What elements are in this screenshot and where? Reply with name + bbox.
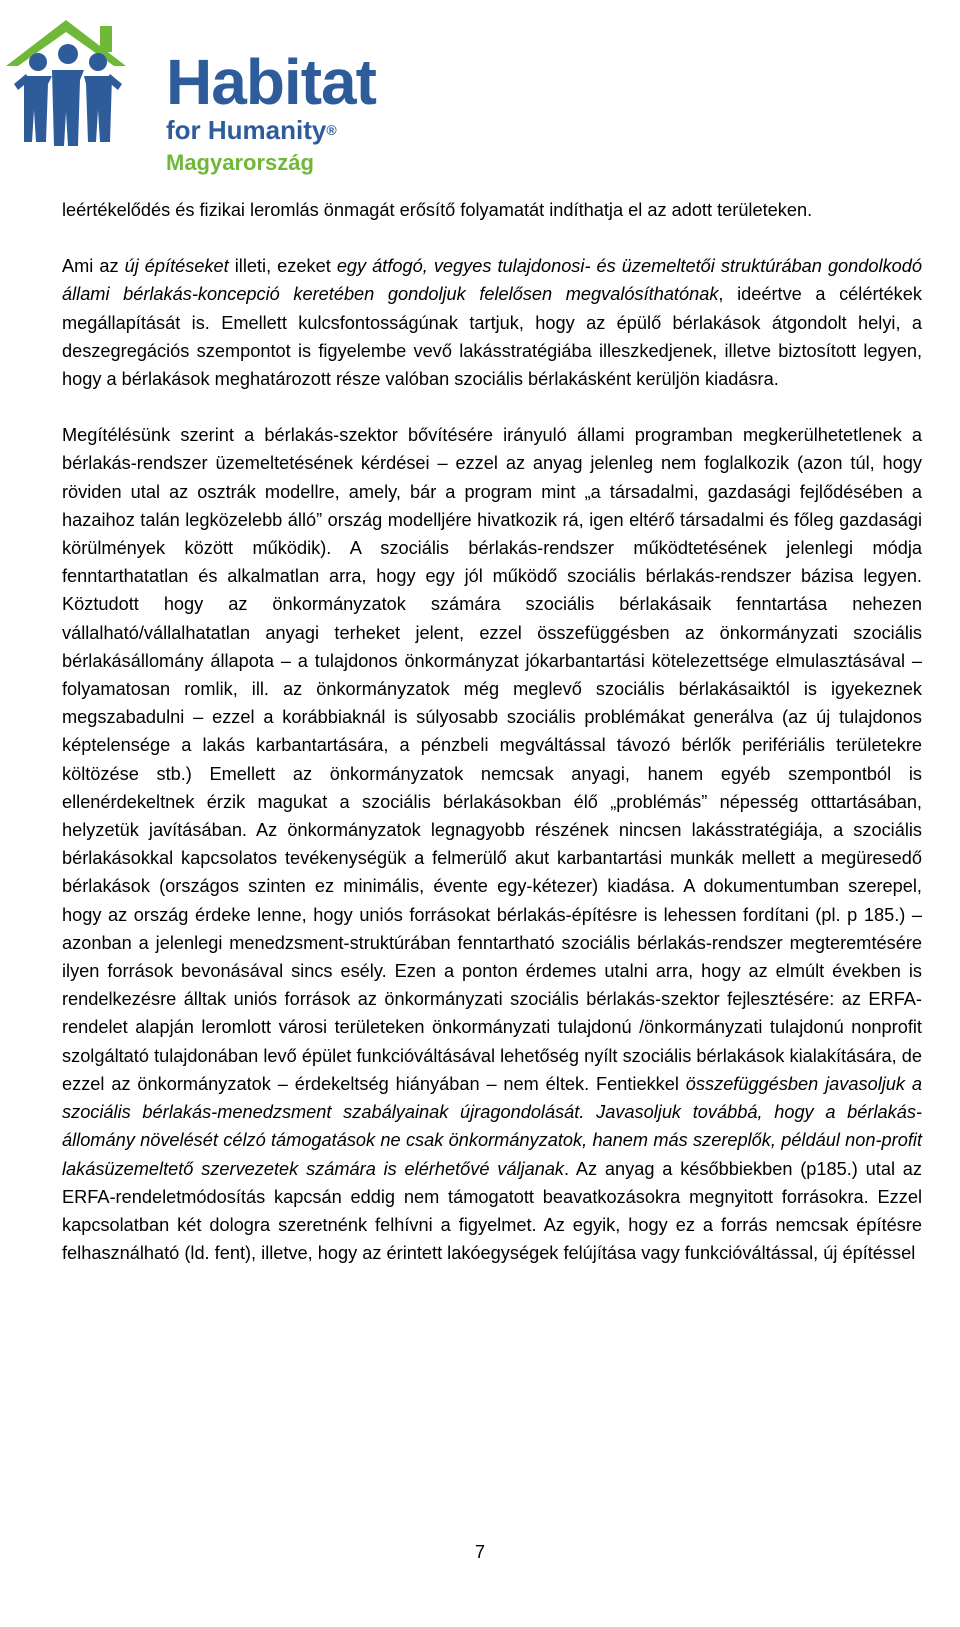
- registered-mark: ®: [326, 122, 337, 138]
- logo-wordmark: Habitat: [166, 46, 376, 118]
- text-run: leértékelődés és fizikai leromlás önmagát erősítő folyamatát indíthatja el az adott területeken.: [62, 200, 813, 220]
- italic-text: összefüggésben javasoljuk a szociális bérlakás-menedzsment szabályainak újragondolását. Javasoljuk továbbá, hogy a bérlakás-állomány növelését célzó támogatások ne csak önkormányzatok, hanem más szereplők, például non-profit lakásüzemeltető szervezetek számára is elérhetővé váljanak: [62, 1073, 922, 1179]
- text-run: illeti, ezeket: [228, 256, 337, 277]
- italic-text: új építéseket: [124, 256, 229, 277]
- habitat-house-figures-icon: [6, 14, 166, 164]
- document-body: [62, 196, 922, 1267]
- text-run: Ami az: [62, 256, 125, 277]
- paragraph: [62, 196, 922, 224]
- page-number: 7: [474, 1542, 485, 1562]
- paragraph: [62, 421, 922, 1267]
- paragraph: [62, 252, 922, 393]
- text-run: Megítélésünk szerint a bérlakás-szektor bővítésére irányuló állami programban megkerülhetetlenek a bérlakás-rendszer üzemeltetésének kérdései – ezzel az anyag jelenleg nem foglalkozik (azon túl, hogy röviden utal az osztrák modellre, amely, bár a program mint „a társadalmi, gazdasági fejlődésében a hazaihoz talán legközelebb álló” ország modelljére hivatkozik rá, igen eltérő társadalmi és főleg gazdasági körülmények között működik). A szociális bérlakás-rendszer működtetésének jelenlegi módja fenntarthatatlan és alkalmatlan arra, hogy egy jól működő szociális bérlakás-rendszer bázisa legyen. Köztudott hogy az önkormányzatok számára szociális bérlakásaik fenntartása nehezen vállalható/vállalhatatlan anyagi terheket jelent, ezzel összefüggésben az önkormányzati szociális bérlakásállomány állapota – a tulajdonos önkormányzat jókarbantartási kötelezettsége elmulasztásával – folyamatosan romlik, ill. az önkormányzatok még meglevő szociális bérlakásaiktól is igyekeznek megszabadulni – ezzel a korábbiaknál is súlyosabb szociális problémákat generálva (az új tulajdonos képtelensége a lakás karbantartására, a pénzbeli megváltással távozó bérlők perifériális területekre költözése stb.) Emellett az önkormányzatok nemcsak anyagi, hanem egyéb szempontból is ellenérdekeltnek érzik magukat a szociális bérlakásokban élő „problémás” népesség otttartásában, helyzetük javításában. Az önkormányzatok legnagyobb részének nincsen lakásstratégiája, a szociális bérlakásokkal kapcsolatos tevékenységük a felmerülő akut karbantartási munkák mellett a megüresedő bérlakások (országos szinten ez minimális, évente egy-kétezer) kiadása. A dokumentumban szerepel, hogy az ország érdeke lenne, hogy uniós forrásokat bérlakás-építésre is lehessen fordítani (pl. p 185.) – azonban a jelenlegi menedzsment-struktúrában fenntartható szociális bérlakás-rendszer megteremtésére ilyen források bevonásával sincs esély. Ezen a ponton érdemes utalni arra, hogy az elmúlt években is rendelkezésre álltak uniós források az önkormányzati szociális bérlakás-szektor fejlesztésére: az ERFA-rendelet alapján leromlott városi területeken önkormányzati tulajdonú /önkormányzati tulajdonú nonprofit szolgáltató tulajdonában levő épület funkcióváltásával lehetőség nyílt szociális bérlakások kialakítására, de ezzel az önkormányzatok – érdekeltség hiányában – nem éltek. Fentiekkel: [62, 425, 922, 1094]
- text-run: . Az anyag a későbbiekben (p185.) utal az ERFA-rendeletmódosítás kapcsán eddig nem támogatott beavatkozásokra megnyitott forrásokra. Ezzel kapcsolatban két dologra szeretnénk felhívni a figyelmet. Az egyik, hogy ez a forrás nemcsak építésre felhasználható (ld. fent), illetve, hogy az érintett lakóegységek felújítása vagy funkcióváltással, új építéssel: [62, 1158, 923, 1264]
- logo-subtitle: for Humanity: [166, 115, 327, 145]
- text-run: , ideértve a célértékek megállapítását is. Emellett kulcsfontosságúnak tartjuk, hogy az épülő bérlakások átgondolt helyi, a deszegregációs szempontot is figyelembe vevő lakásstratégiába illeszkedjenek, illetve biztosított legyen, hogy a bérlakások meghatározott része valóban szociális bérlakásként kerüljön kiadásra.: [62, 284, 922, 390]
- italic-text: egy átfogó, vegyes tulajdonosi- és üzemeltetői struktúrában gondolkodó állami bérlakás-koncepció keretében gondoljuk felelősen megvalósíthatónak: [62, 256, 923, 305]
- logo-country: Magyarország: [166, 150, 314, 175]
- habitat-logo: [6, 14, 376, 175]
